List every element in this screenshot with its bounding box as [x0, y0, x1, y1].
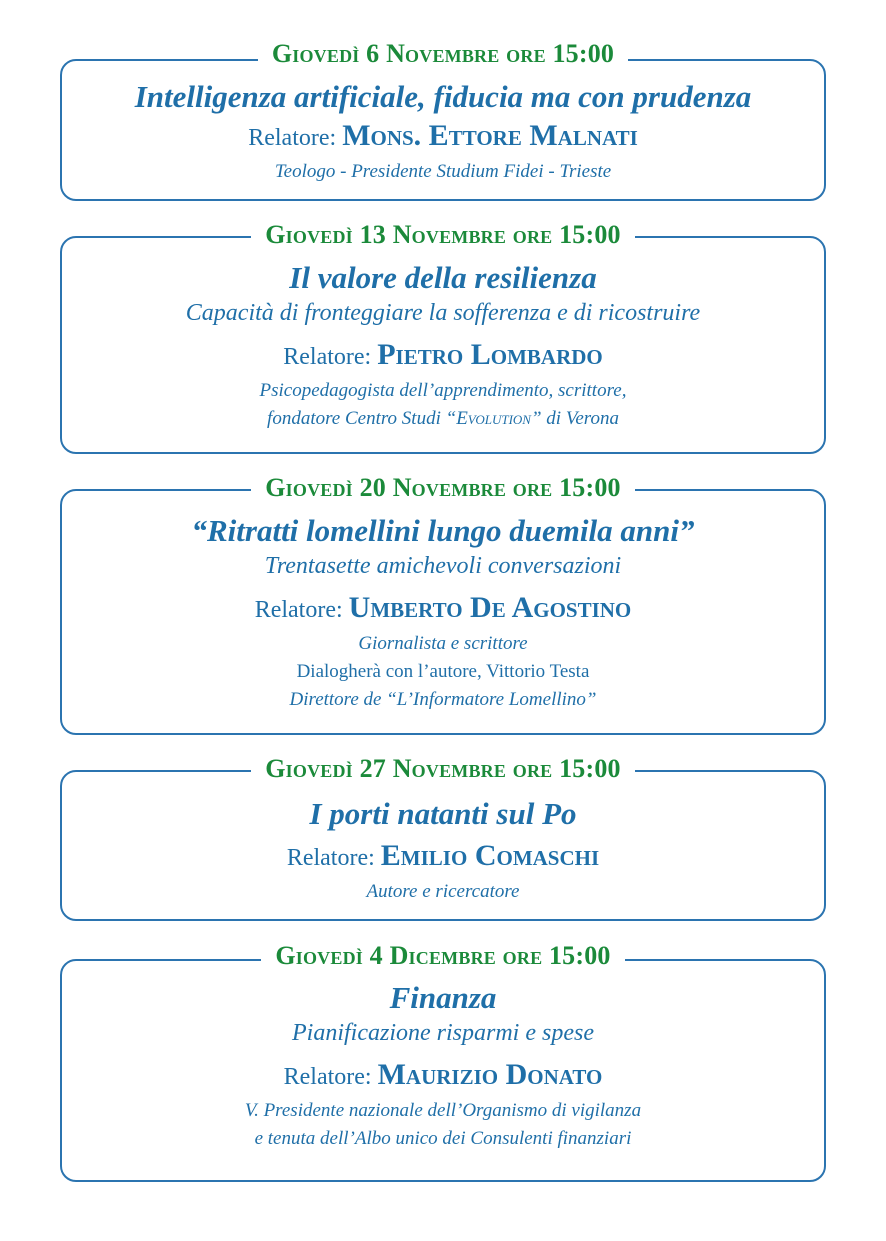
event-date: Giovedì 27 Novembre ore 15:00 [60, 755, 826, 783]
speaker-description: fondatore Centro Studi “Evolution” di Verona [267, 408, 619, 429]
event-5 [60, 942, 826, 1182]
speaker-label: Relatore: [283, 1064, 372, 1090]
speaker-name: Maurizio Donato [377, 1058, 603, 1091]
speaker-name: Emilio Comaschi [380, 839, 600, 872]
event-date: Giovedì 20 Novembre ore 15:00 [60, 474, 826, 502]
speaker-line [60, 588, 826, 630]
event-subtitle: Trentasette amichevoli conversazioni [264, 553, 622, 579]
event-title: Intelligenza artificiale, fiducia ma con prudenza [134, 79, 752, 114]
event-title: Il valore della resilienza [289, 260, 597, 295]
event-date: Giovedì 4 Dicembre ore 15:00 [60, 942, 826, 970]
speaker-name: Pietro Lombardo [377, 338, 603, 371]
speaker-line [60, 836, 826, 878]
event-1 [60, 40, 826, 201]
speaker-description: Psicopedagogista dell’apprendimento, scrittore, [259, 380, 627, 401]
event-date: Giovedì 13 Novembre ore 15:00 [60, 221, 826, 249]
speaker-name: Mons. Ettore Malnati [342, 119, 638, 152]
event-2 [60, 221, 826, 454]
speaker-label: Relatore: [286, 845, 375, 871]
speaker-name: Umberto De Agostino [348, 591, 632, 624]
speaker-line [60, 1055, 826, 1097]
speaker-label: Relatore: [283, 344, 372, 370]
speaker-description: Giornalista e scrittore [358, 633, 528, 654]
event-title: I porti natanti sul Po [309, 796, 577, 831]
event-subtitle: Capacità di fronteggiare la sofferenza e di ricostruire [185, 300, 701, 326]
event-3 [60, 474, 826, 735]
speaker-description: e tenuta dell’Albo unico dei Consulenti finanziari [254, 1128, 632, 1149]
event-subtitle: Pianificazione risparmi e spese [292, 1020, 594, 1046]
speaker-description: V. Presidente nazionale dell’Organismo di vigilanza [244, 1100, 642, 1121]
speaker-label: Relatore: [254, 597, 343, 623]
event-title: “Ritratti lomellini lungo duemila anni” [191, 513, 695, 548]
moderator-description: Direttore de “L’Informatore Lomellino” [289, 689, 597, 710]
event-date: Giovedì 6 Novembre ore 15:00 [60, 40, 826, 68]
speaker-line [60, 116, 826, 158]
moderator-line: Dialogherà con l’autore, Vittorio Testa [296, 661, 590, 682]
event-title: Finanza [389, 980, 497, 1015]
speaker-line [60, 335, 826, 377]
speaker-label: Relatore: [248, 125, 337, 151]
event-4 [60, 755, 826, 921]
speaker-description: Teologo - Presidente Studium Fidei - Trieste [274, 161, 612, 182]
speaker-description: Autore e ricercatore [366, 881, 520, 902]
